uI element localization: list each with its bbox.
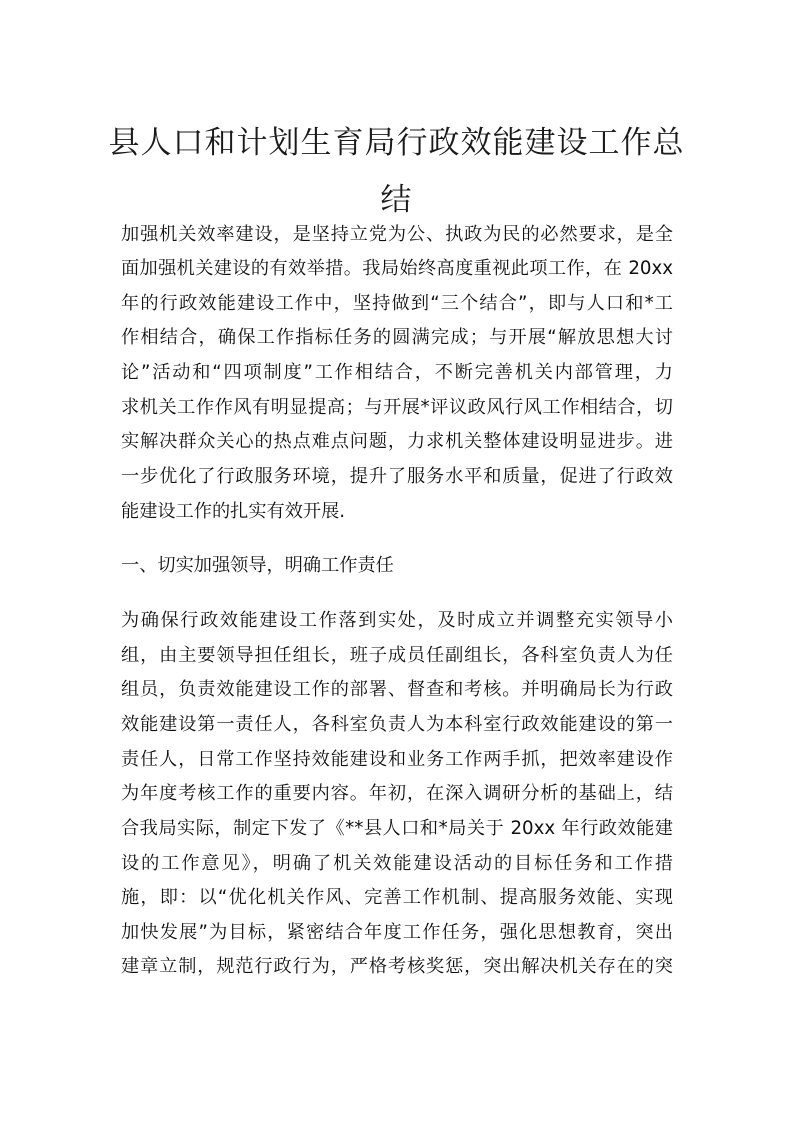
- text-line: 一步优化了行政服务环境，提升了服务水平和质量，促进了行政效: [121, 466, 673, 487]
- text-line: 效能建设第一责任人，各科室负责人为本科室行政效能建设的第一: [121, 714, 673, 735]
- text-line: 施，即：以“优化机关作风、完善工作机制、提高服务效能、实现: [121, 887, 673, 908]
- text-line: 能建设工作的扎实有效开展.: [121, 501, 346, 522]
- text-line: 设的工作意见》，明确了机关效能建设活动的目标任务和工作措: [121, 853, 673, 874]
- text-line: 论”活动和“四项制度”工作相结合，不断完善机关内部管理，力: [121, 362, 673, 383]
- text-line: 求机关工作作风有明显提高；与开展*评议政风行风工作相结合，切: [121, 397, 673, 418]
- text-line: 组员，负责效能建设工作的部署、督查和考核。并明确局长为行政: [121, 679, 673, 700]
- text-line: 加强机关效率建设，是坚持立党为公、执政为民的必然要求，是全: [121, 224, 673, 245]
- text-line: 组，由主要领导担任组长，班子成员任副组长，各科室负责人为任: [121, 645, 673, 666]
- text-line: 责任人，日常工作坚持效能建设和业务工作两手抓，把效率建设作: [121, 749, 673, 770]
- text-line: 合我局实际，制定下发了《**县人口和*局关于 20xx 年行政效能建: [121, 818, 673, 839]
- text-line: 年的行政效能建设工作中，坚持做到“三个结合”，即与人口和*工: [121, 293, 673, 314]
- section-heading-1: 一、切实加强领导，明确工作责任: [121, 555, 394, 576]
- text-line: 加快发展”为目标，紧密结合年度工作任务，强化思想教育，突出: [121, 922, 673, 943]
- text-line: 作相结合，确保工作指标任务的圆满完成；与开展“解放思想大讨: [121, 327, 673, 348]
- text-line: 为确保行政效能建设工作落到实处，及时成立并调整充实领导小: [121, 610, 673, 631]
- document-title-line-2: 结: [380, 181, 413, 218]
- text-line: 面加强机关建设的有效举措。我局始终高度重视此项工作，在 20xx: [121, 258, 673, 279]
- text-line: 建章立制，规范行政行为，严格考核奖惩，突出解决机关存在的突: [121, 956, 673, 977]
- text-line: 为年度考核工作的重要内容。年初，在深入调研分析的基础上，结: [121, 783, 673, 804]
- text-line: 实解决群众关心的热点难点问题，力求机关整体建设明显进步。进: [121, 431, 673, 452]
- document-title-line-1: 县人口和计划生育局行政效能建设工作总: [108, 124, 685, 161]
